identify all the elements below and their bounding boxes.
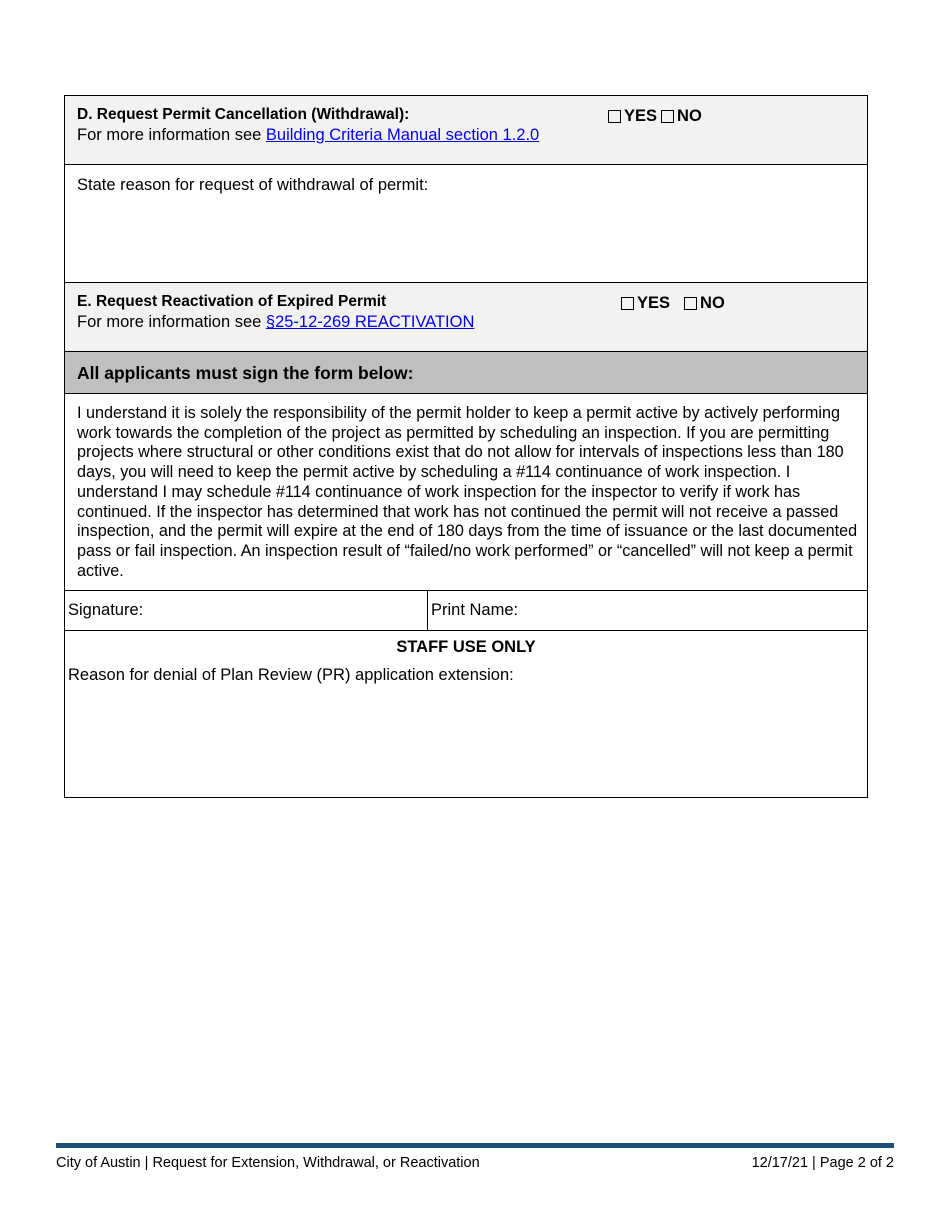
section-d-yes-no	[608, 107, 702, 126]
statement-row	[65, 394, 867, 591]
sign-header-row	[65, 352, 867, 394]
section-e-no-label: NO	[700, 294, 725, 312]
responsibility-statement: I understand it is solely the responsibility of the permit holder to keep a permit active by actively performing work towards the completion of the project as permitted by scheduling an inspection. If you are permitting projects where structural or other conditions exist that do not allow for intervals of inspections less than 180 days, you will need to keep the permit active by scheduling a #114 continuance of work inspection. I understand I may schedule #114 continuance of work inspection for the inspector to verify if work has continued. If the inspector has determined that work has not continued the permit will not receive a passed inspection, and the permit will expire at the end of 180 days from the time of issuance or the last documented pass or fail inspection. An inspection result of “failed/no work performed” or “cancelled” will not keep a permit active.	[77, 404, 858, 580]
signature-row	[65, 591, 867, 631]
denial-reason-label: Reason for denial of Plan Review (PR) application extension:	[68, 666, 514, 684]
footer-divider	[56, 1143, 894, 1148]
footer-document-title: City of Austin | Request for Extension, Withdrawal, or Reactivation	[56, 1155, 480, 1171]
section-e-row	[65, 283, 867, 352]
print-name-field[interactable]	[428, 591, 867, 630]
section-e-yes-checkbox[interactable]	[621, 297, 634, 310]
withdrawal-reason-label: State reason for request of withdrawal of permit:	[77, 176, 429, 194]
section-e-yes-label: YES	[637, 294, 671, 312]
footer-page-info: 12/17/21 | Page 2 of 2	[751, 1155, 894, 1171]
withdrawal-reason-row[interactable]	[65, 165, 867, 283]
section-e-yes-no	[621, 294, 725, 313]
section-e-no-checkbox[interactable]	[684, 297, 697, 310]
print-name-label: Print Name:	[431, 601, 519, 619]
section-d-yes-label: YES	[624, 107, 658, 125]
section-d-info	[77, 126, 539, 145]
signature-label: Signature:	[68, 601, 144, 619]
section-e-info	[77, 313, 474, 332]
building-criteria-manual-link[interactable]: Building Criteria Manual section 1.2.0	[265, 126, 540, 144]
section-d-yes-checkbox[interactable]	[608, 110, 621, 123]
section-d-no-label: NO	[677, 107, 702, 125]
section-d-row	[65, 96, 867, 165]
staff-use-row	[65, 631, 867, 797]
section-e-info-prefix: For more information see	[77, 313, 266, 331]
section-d-info-prefix: For more information see	[77, 126, 266, 144]
staff-use-title: STAFF USE ONLY	[396, 638, 536, 656]
sign-header-title: All applicants must sign the form below:	[77, 363, 414, 383]
signature-field[interactable]	[65, 591, 428, 630]
reactivation-code-link[interactable]: §25-12-269 REACTIVATION	[265, 313, 475, 331]
section-d-title: D. Request Permit Cancellation (Withdrawal):	[77, 106, 410, 123]
permit-form	[64, 95, 868, 798]
section-e-title: E. Request Reactivation of Expired Permit	[77, 293, 387, 310]
section-d-no-checkbox[interactable]	[661, 110, 674, 123]
